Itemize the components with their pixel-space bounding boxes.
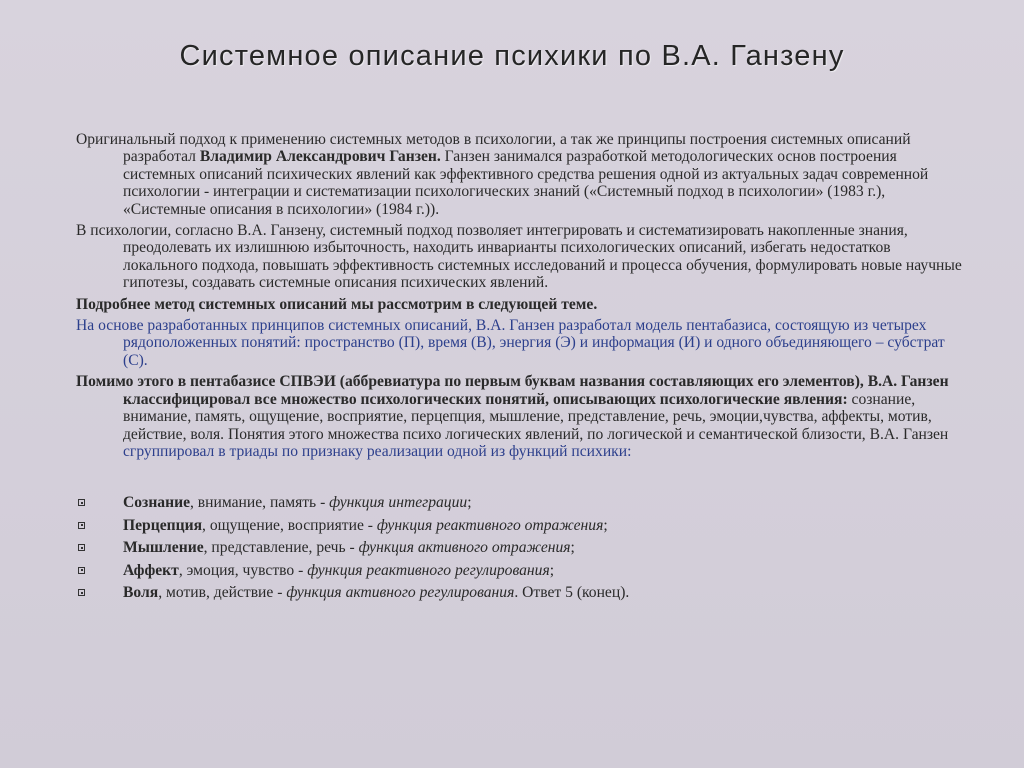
square-bullet-icon [78,589,85,596]
square-bullet-icon [78,522,85,529]
paragraph-systems-approach: В психологии, согласно В.А. Ганзену, системный подход позволяет интегрировать и систематизировать накопленные знания, преодолевать их излишнюю избыточность, находить инварианты психологических описаний, избегать недостатков локального подхода, повышать эффективность системных исследований и процесса обучения, формулировать новые научные гипотезы, создавать системные описания психических явлений. [76,222,962,292]
triad-term: Мышление [123,539,204,557]
list-item [76,515,966,538]
triad-function: функция активного регулирования [286,584,515,602]
author-name: Владимир Александрович Ганзен. [199,148,441,166]
triad-tail: ; [570,539,575,557]
triad-text: , ощущение, восприятие - [202,516,377,534]
list-item [76,560,966,583]
triad-tail: ; [549,561,555,579]
list-item [76,582,966,605]
square-bullet-icon [78,567,85,574]
paragraph-ganzen-intro [76,131,966,218]
triad-term: Воля [123,584,159,602]
triad-text: , эмоция, чувство - [178,561,308,579]
triads-list [76,492,966,605]
paragraph-pentabasis: На основе разработанных принципов системных описаний, В.А. Ганзен разработал модель пентабазиса, состоящую из четырех рядоположенных понятий: пространство (П), время (В), энергия (Э) и информация (И) и одного объединяющего – субстрат (С). [76,317,945,369]
triad-tail: . Ответ 5 (конец). [514,584,630,602]
slide-title: Системное описание психики по В.А. Ганзену [179,40,845,72]
classification-text: сознание, внимание, память, ощущение, восприятие, перцепция, мышление, представление, речь, эмоции,чувства, аффекты, мотив, действие, воля. Понятия этого множества психо логических явлений, по логической и семантической близости, В.А. Ганзен [123,390,949,443]
triad-term: Сознание [123,494,190,512]
square-bullet-icon [78,499,85,506]
triad-function: функция активного отражения [358,539,571,557]
triad-term: Перцепция [123,516,203,534]
paragraph-text: Оригинальный подход к применению системных методов в психологии, а так же принципы построения системных описаний разработал [76,131,911,166]
triad-tail: ; [603,516,608,534]
square-bullet-icon [78,544,85,551]
paragraph-classification [76,373,966,460]
triad-text: , внимание, память - [190,494,330,512]
triad-function: функция интеграции [329,494,468,512]
triad-tail: ; [467,494,472,512]
list-item [76,537,966,560]
classification-blue: сгруппировал в триады по признаку реализации одной из функций психики: [123,442,632,460]
paragraph-text: Ганзен занимался разработкой методологических основ построения системных описаний психических явлений как эффективного средства решения одной из актуальных задач современной психологии - интеграции и систематизации психологических знаний («Системный подход в психологии» (1983 г.), «Системные описания в психологии» (1984 г.)). [123,148,929,218]
triad-text: , представление, речь - [203,539,359,557]
slide-body [76,131,966,605]
triad-text: , мотив, действие - [158,584,287,602]
triad-function: функция реактивного отражения [376,516,604,534]
triad-function: функция реактивного регулирования [307,561,550,579]
list-item [76,492,966,515]
classification-bold: Помимо этого в пентабазисе СПВЭИ (аббревиатура по первым буквам названия составляющих его элементов), В.А. Ганзен классифицировал все множество психологических понятий, описывающих психологические явления: [76,373,949,408]
paragraph-next-topic: Подробнее метод системных описаний мы рассмотрим в следующей теме. [76,295,598,313]
triad-term: Аффект [123,561,179,579]
